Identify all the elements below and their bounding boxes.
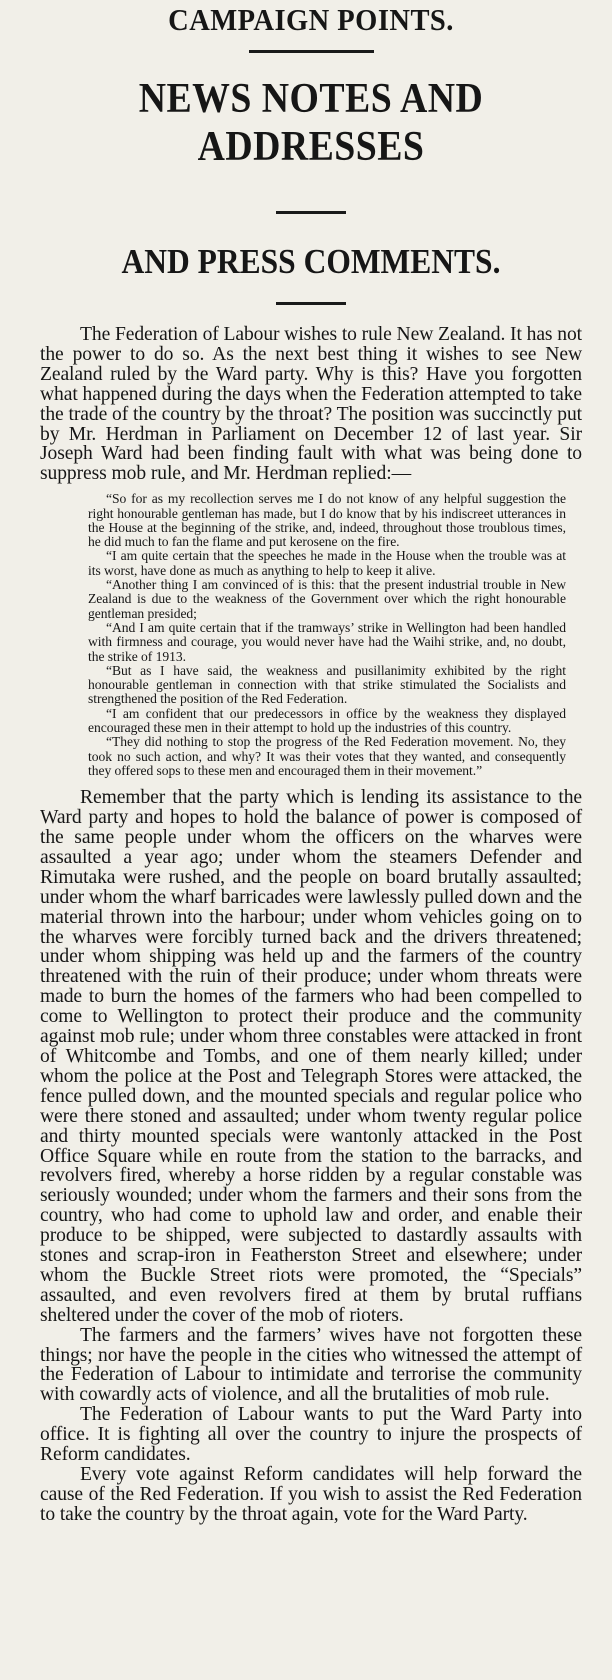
quote-paragraph: “So for as my recollection serves me I do not know of any helpful suggestion the right honourable gentleman has made, but I do know that by his indiscreet utterances in the House at the beginning of the strike, and, indeed, throughout those troublous times, he did much to fan the flame and put kerosene on the fire. [88, 491, 566, 550]
quote-paragraph: “I am quite certain that the speeches he made in the House when the trouble was at its worst, have done as much as anything to help to keep it alive. [88, 548, 566, 578]
body-paragraph: Every vote against Reform candidates will help forward the cause of the Red Federation. If you wish to assist the Red Federation to take the country by the throat again, vote for the Ward Party. [40, 1464, 582, 1525]
quote-paragraph: “Another thing I am convinced of is this: that the present industrial trouble in New Zealand is due to the weakness of the Government over which the right honourable gentleman presided; [88, 577, 566, 621]
section-title: CAMPAIGN POINTS. [168, 2, 454, 37]
body-paragraph: The farmers and the farmers’ wives have not forgotten these things; nor have the people in the cities who witnessed the attempt of the Federation of Labour to intimidate and terrorise the community with cowardly acts of violence, and all the brutalities of mob rule. [40, 1324, 582, 1406]
quote-paragraph: “I am confident that our predecessors in office by the weakness they displayed encouraged these men in their attempt to hold up the industries of this country. [88, 705, 566, 735]
quoted-speech [40, 484, 582, 788]
quote-paragraph: “But as I have said, the weakness and pusillanimity exhibited by the right honourable gentleman in connection with that strike stimulated the Socialists and strengthened the position of the Red Federation. [88, 662, 566, 707]
divider-rule [249, 50, 374, 53]
quote-paragraph: “And I am quite certain that if the tramways’ strike in Wellington had been handled with firmness and courage, you would never have had the Waihi strike, and, no doubt, the strike of 1913. [88, 619, 566, 664]
divider-rule [276, 302, 346, 305]
subheadline: AND PRESS COMMENTS. [121, 242, 501, 281]
body-paragraph: The Federation of Labour wants to put the Ward Party into office. It is fighting all over the country to injure the prospects of Reform candidates. [40, 1404, 582, 1466]
intro-paragraph: The Federation of Labour wishes to rule New Zealand. It has not the power to do so. As the next best thing it wishes to see New Zealand ruled by the Ward party. Why is this? Have you forgotten what happened during the days when the Federation attempted to take the trade of the country by the throat? The position was succinctly put by Mr. Herdman in Parliament on December 12 of last year. Sir Joseph Ward had been finding fault with what was being done to suppress mob rule, and Mr. Herdman replied:— [40, 324, 582, 485]
body-paragraph: Remember that the party which is lending its assistance to the Ward party and hopes to hold the balance of power is composed of the same people under whom the officers on the wharves were assaulted a year ago; under whom the steamers Defender and Rimutaka were rushed, and the people on board brutally assaulted; under whom the wharf barricades were lawlessly pulled down and the material thrown into the harbour; under whom vehicles going on to the wharves were forcibly turned back and the drivers threatened; under whom shipping was held up and the farmers of the country threatened with the ruin of their produce; under whom threats were made to burn the homes of the farmers who had been compelled to come to Wellington to protect their produce and the community against mob rule; under whom three constables were attacked in front of Whitcombe and Tombs, and one of them nearly killed; under whom the police at the Post and Telegraph Stores were attacked, the fence pulled down, and the mounted specials and regular police who were there stoned and assaulted; under whom twenty regular police and thirty mounted specials were wantonly attacked in the Post Office Square while en route from the station to the barracks, and revolvers fired, whereby a horse ridden by a regular constable was seriously wounded; under whom the farmers and their sons from the country, who had come to uphold law and order, and enable their produce to be shipped, were subjected to dastardly assaults with stones and scrap-iron in Featherston Street and elsewhere; under whom the Buckle Street riots were promoted, the “Specials” assaulted, and even revolvers fired at them by brutal ruffians sheltered under the cover of the mob of rioters. [40, 787, 582, 1326]
divider-rule [276, 211, 346, 214]
headline: NEWS NOTES AND ADDRESSES [138, 76, 484, 170]
quote-paragraph: “They did nothing to stop the progress of the Red Federation movement. No, they took no such action, and why? It was their votes that they wanted, and consequently they offered sops to these men and encouraged them in their movement.” [88, 734, 566, 778]
